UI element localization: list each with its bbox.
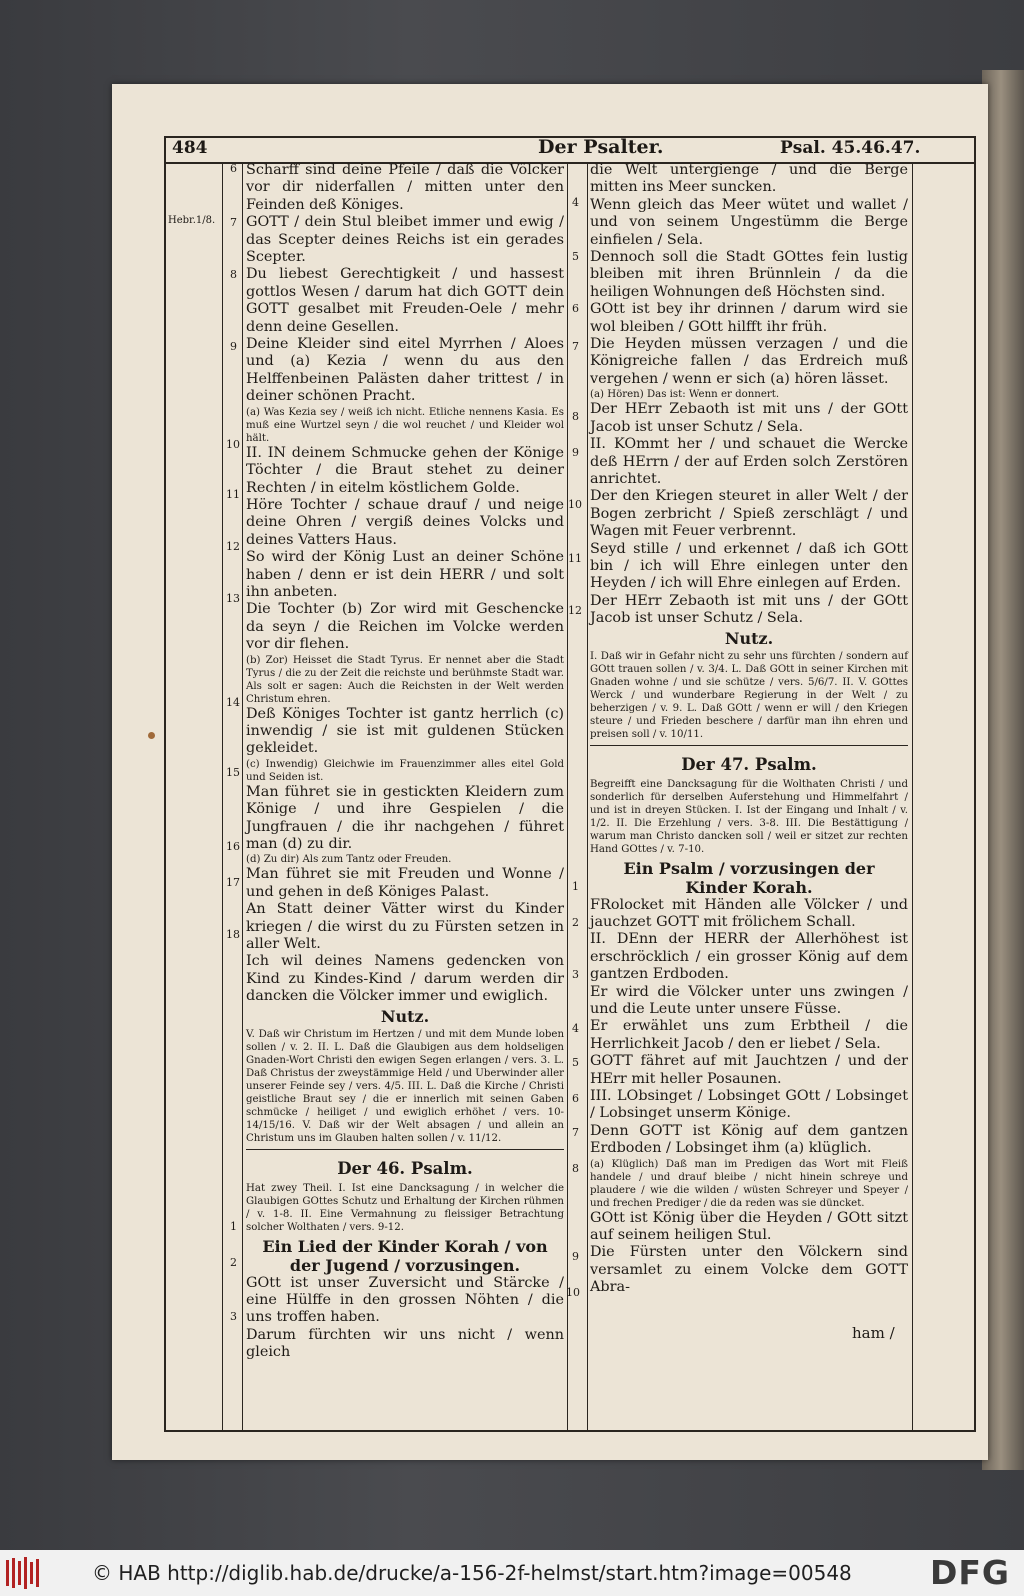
verse-number: 6 — [572, 1092, 579, 1105]
verse-text: An Statt deiner Vätter wirst du Kinder kriegen / die wirst du zu Fürsten setzen in aller Welt. — [246, 901, 564, 953]
verse-text: Höre Tochter / schaue drauf / und neige deine Ohren / vergiß deines Volcks und deines Vatters Haus. — [246, 496, 564, 548]
verse-text: Seyd stille / und erkennet / daß ich GOtt bin / ich will Ehre einlegen unter den Heyden / ich will Ehre einlegen auf Erden. — [590, 540, 908, 592]
dfg-logo: DFG — [930, 1553, 1011, 1592]
footer-credit: © HAB http://diglib.hab.de/drucke/a-156-2f-helmst/start.htm?image=00548 — [92, 1561, 852, 1585]
verse-number: 6 — [230, 162, 237, 175]
verse-text: II. DEnn der HERR der Allerhöhest ist erschröcklich / ein grosser König auf dem gantzen Erdboden. — [590, 931, 908, 983]
verse-text: So wird der König Lust an deiner Schöne haben / denn er ist dein HERR / und solt ihn anbeten. — [246, 549, 564, 600]
verse-text: II. KOmmt her / und schauet die Wercke deß HErrn / der auf Erden solch Zerstören anrichtet. — [590, 436, 908, 487]
verse-text: GOtt ist König über die Heyden / GOtt sitzt auf seinem heiligen Stul. — [590, 1209, 908, 1244]
verse-text: Dennoch soll die Stadt GOttes fein lustig bleiben mit ihren Brünnlein / da die heiligen Wohnungen deß Höchsten sind. — [590, 249, 908, 300]
verse-number: 8 — [230, 268, 237, 281]
section-heading: Nutz. — [380, 1006, 430, 1026]
verse-number: 17 — [226, 876, 240, 889]
verse-number: 4 — [572, 1022, 579, 1035]
margin-rule-left — [222, 162, 223, 1432]
footnote: (a) Klüglich) Daß man im Predigen das Wort mit Fleiß handele / und drauf bleibe / nicht hinein schreye und plaudere / wie die wilden / wüsten Schreyer und Speyer / und frechen Prediger / die da reden was sie düncket. — [590, 1158, 908, 1209]
psalm-subtitle: Ein Lied der Kinder Korah / von der Jugend / vorzusingen. — [262, 1236, 548, 1275]
verse-text: FRolocket mit Händen alle Völcker / und jauchzet GOTT mit frölichem Schall. — [590, 896, 908, 930]
footnote: (d) Zu dir) Als zum Tantz oder Freuden. — [246, 854, 452, 866]
verse-text: GOtt ist bey ihr drinnen / darum wird sie wol bleiben / GOtt hilfft ihr früh. — [590, 301, 908, 335]
verse-number: 9 — [572, 1250, 579, 1263]
verse-number: 7 — [572, 1126, 579, 1139]
verse-text: GOTT fähret auf mit Jauchtzen / und der HErr mit heller Posaunen. — [590, 1053, 908, 1087]
verse-number: 11 — [568, 552, 582, 565]
verse-text: Wenn gleich das Meer wütet und wallet / und von seinem Ungestümm die Berge einfielen / Sela. — [590, 196, 908, 248]
verse-text: Der HErr Zebaoth ist mit uns / der GOtt Jacob ist unser Schutz / Sela. — [590, 401, 908, 435]
margin-reference: Hebr.1/8. — [168, 215, 216, 226]
verse-text: Man führet sie in gestickten Kleidern zum Könige / und ihre Gespielen / die Jungfrauen / die ihr nachgehen / führet man (d) zu dir. — [246, 783, 564, 852]
verse-rule-left — [242, 162, 243, 1432]
nutz-text: I. Daß wir in Gefahr nicht zu sehr uns fürchten / sondern auf GOtt trauen sollen / v. 3/4. L. Daß GOtt in seiner Kirchen mit Gnaden wohne / und sie schütze / vers. 5/6/7. II. V. GOttes Werck / und wunderbare Regierung in der Welt / zu beherzigen / v. 9. L. Daß GOtt / wenn er will / den Kriegen steure / und Frieden beschere / darfür man ihn ehren und preisen soll / v. 10/11. — [590, 650, 908, 740]
section-heading: Nutz. — [724, 628, 774, 648]
verse-text: die Welt untergienge / und die Berge mitten ins Meer suncken. — [590, 162, 908, 196]
psalm-summary: Begreifft eine Dancksagung für die Wolthaten Christi / und sonderlich für derselben Auferstehung und Himmelfahrt / und ist in dreyen Stücken. I. Ist der Eingang und Inhalt / v. 1/2. II. Die Erzehlung / vers. 3-8. III. Die Bestättigung / warum man Christo dancken soll / weil er sitzet zur rechten Hand GOttes / v. 7-10. — [590, 778, 908, 855]
verse-number: 7 — [230, 216, 237, 229]
verse-number: 14 — [226, 696, 240, 709]
verse-number: 15 — [226, 766, 240, 779]
footer-bar — [0, 1550, 1024, 1596]
verse-number: 5 — [572, 250, 579, 263]
verse-number: 1 — [230, 1220, 237, 1233]
verse-number: 8 — [572, 410, 579, 423]
footnote: (b) Zor) Heisset die Stadt Tyrus. Er nennet aber die Stadt Tyrus / die zu der Zeit die reichste und berühmste Stadt war. Als solt er sagen: Auch die Reichsten in der Welt werden Christum ehren. — [246, 654, 564, 705]
verse-text: Darum fürchten wir uns nicht / wenn gleich — [246, 1326, 564, 1361]
catchword: ham / — [852, 1324, 895, 1342]
verse-number: 7 — [572, 340, 579, 353]
verse-text: Man führet sie mit Freuden und Wonne / und gehen in deß Königes Palast. — [246, 866, 564, 900]
psalm-heading: Der 46. Psalm. — [337, 1158, 473, 1178]
verse-number: 9 — [230, 340, 237, 353]
footnote: (a) Was Kezia sey / weiß ich nicht. Etliche nennens Kasia. Es muß eine Wurtzel seyn / die wol reuchet / und Kleider wol hält. — [246, 406, 564, 444]
paper-stain — [148, 732, 155, 739]
verse-number: 10 — [568, 498, 582, 511]
verse-text: III. LObsinget / Lobsinget GOtt / Lobsinget / Lobsinget unserm Könige. — [590, 1088, 908, 1122]
verse-text: Die Heyden müssen verzagen / und die Königreiche fallen / das Erdreich muß vergehen / wenn er sich (a) hören lässet. — [590, 336, 908, 387]
verse-number: 10 — [566, 1286, 580, 1299]
verse-number: 3 — [230, 1310, 237, 1323]
verse-text: Er wird die Völcker unter uns zwingen / und die Leute unter unsere Füsse. — [590, 983, 908, 1017]
footnote: (c) Inwendig) Gleichwie im Frauenzimmer alles eitel Gold und Seiden ist. — [246, 758, 564, 783]
verse-text: Er erwählet uns zum Erbtheil / die Herrlichkeit Jacob / den er liebet / Sela. — [590, 1018, 908, 1052]
verse-number: 2 — [572, 916, 579, 929]
page-number: 484 — [172, 138, 208, 158]
verse-number: 18 — [226, 928, 240, 941]
verse-text: II. IN deinem Schmucke gehen der Könige Töchter / die Braut stehet zu deiner Rechten / in eitelm köstlichem Golde. — [246, 444, 564, 496]
verse-number: 10 — [226, 438, 240, 451]
verse-text: Deß Königes Tochter ist gantz herrlich (c) inwendig / sie ist mit guldenen Stücken gekleidet. — [246, 705, 564, 757]
verse-number: 13 — [226, 592, 240, 605]
verse-number: 4 — [572, 196, 579, 209]
margin-rule-right — [912, 162, 913, 1432]
section-rule — [590, 745, 908, 746]
verse-number: 8 — [572, 1162, 579, 1175]
verse-text: Der den Kriegen steuret in aller Welt / der Bogen zerbricht / Spieß zerschlägt / und Wagen mit Feuer verbrennt. — [590, 488, 908, 540]
verse-text: GOTT / dein Stul bleibet immer und ewig / das Scepter deines Reichs ist ein gerades Scepter. — [246, 214, 564, 266]
verse-number: 11 — [226, 488, 240, 501]
verse-text: Der HErr Zebaoth ist mit uns / der GOtt Jacob ist unser Schutz / Sela. — [590, 592, 908, 627]
verse-text: Deine Kleider sind eitel Myrrhen / Aloes und (a) Kezia / wenn du aus den Helffenbeinen Palästen daher trittest / in deiner schönen Pracht. — [246, 336, 564, 405]
verse-number: 12 — [226, 540, 240, 553]
verse-text: GOtt ist unser Zuversicht und Stärcke / eine Hülffe in den grossen Nöhten / die uns troffen haben. — [246, 1274, 564, 1326]
verse-text: Die Fürsten unter den Völckern sind versamlet zu einem Volcke dem GOTT Abra- — [590, 1244, 908, 1296]
psalm-subtitle: Ein Psalm / vorzusingen der Kinder Korah. — [623, 858, 875, 897]
verse-text: Denn GOTT ist König auf dem gantzen Erdboden / Lobsinget ihm (a) klüglich. — [590, 1122, 908, 1157]
column-divider-right — [587, 162, 588, 1432]
verse-number: 1 — [572, 880, 579, 893]
psalm-range: Psal. 45.46.47. — [780, 138, 921, 158]
footnote: (a) Hören) Das ist: Wenn er donnert. — [590, 389, 780, 401]
verse-text: Ich wil deines Namens gedencken von Kind zu Kindes-Kind / darum werden dir dancken die Völcker immer und ewiglich. — [246, 953, 564, 1005]
right-text-column — [590, 162, 908, 1297]
facing-page-edge — [982, 70, 1024, 1470]
psalm-heading: Der 47. Psalm. — [681, 754, 817, 774]
book-page — [112, 84, 988, 1460]
hab-logo-icon — [4, 1556, 44, 1590]
verse-text: Die Tochter (b) Zor wird mit Geschencke da seyn / die Reichen im Volcke werden vor dir flehen. — [246, 601, 564, 653]
verse-text: Scharff sind deine Pfeile / daß die Völcker vor dir niderfallen / mitten unter den Feinden deß Königes. — [246, 162, 564, 213]
verse-number: 9 — [572, 446, 579, 459]
psalm-summary: Hat zwey Theil. I. Ist eine Dancksagung / in welcher die Glaubigen GOttes Schutz und Erhaltung der Kirchen rühmen / v. 1-8. II. Eine Vermahnung zu fleissiger Betrachtung solcher Wolthaten / vers. 9-12. — [246, 1182, 564, 1233]
section-rule — [246, 1149, 564, 1150]
verse-number: 16 — [226, 840, 240, 853]
verse-number: 2 — [230, 1256, 237, 1269]
verse-number: 6 — [572, 302, 579, 315]
left-text-column — [246, 162, 564, 1362]
column-divider-left — [567, 162, 568, 1432]
running-title: Der Psalter. — [538, 136, 664, 158]
verse-number: 5 — [572, 1056, 579, 1069]
nutz-text: V. Daß wir Christum im Hertzen / und mit dem Munde loben sollen / v. 2. II. L. Daß die Glaubigen aus dem holdseligen Gnaden-Wort Christi den ewigen Segen erlangen / vers. 3. L. Daß Christus der zweystämmige Held / und Uberwinder aller unserer Feinde sey / vers. 4/5. III. L. Daß die Kirche / Christi geistliche Braut sey / die er innerlich mit seinen Gaben schmücke / heiliget / und ewiglich erhöhet / vers. 10-14/15/16. V. Daß wir der Welt absagen / und allein an Christum uns im Glauben halten sollen / v. 11/12. — [246, 1028, 564, 1144]
verse-text: Du liebest Gerechtigkeit / und hassest gottlos Wesen / darum hat dich GOTT dein GOTT gesalbet mit Freuden-Oele / mehr denn deine Gesellen. — [246, 266, 564, 335]
verse-number: 3 — [572, 968, 579, 981]
verse-number: 12 — [568, 604, 582, 617]
